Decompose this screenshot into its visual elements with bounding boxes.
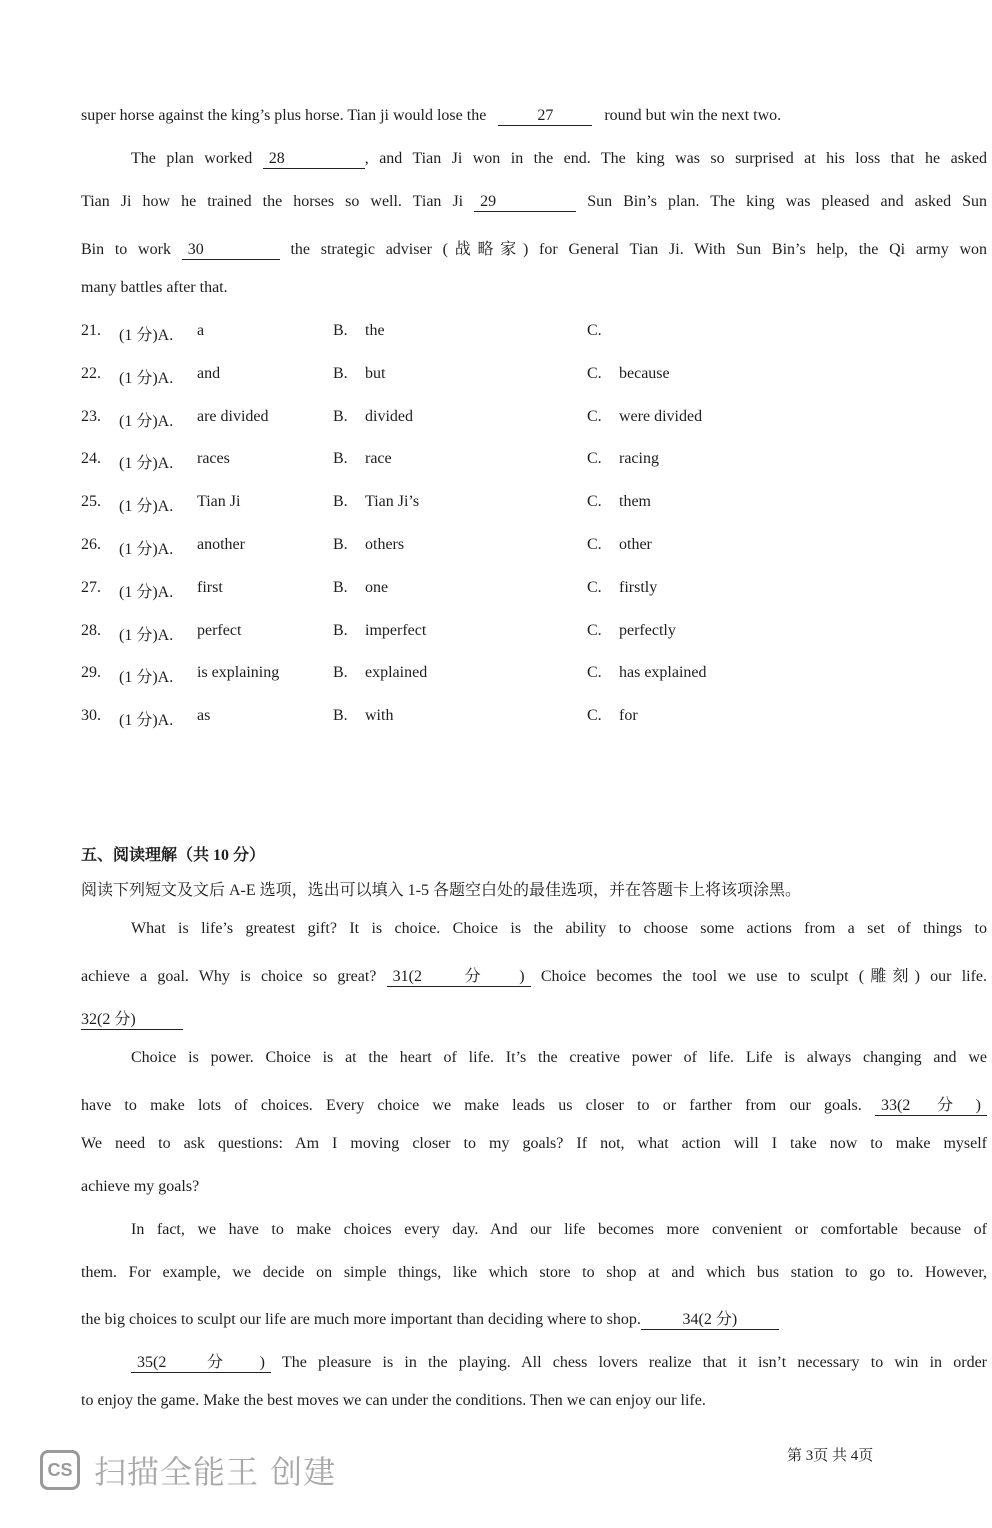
option-c: them [619, 493, 651, 510]
p4-line-1 [131, 1349, 987, 1373]
option-c: because [619, 365, 670, 382]
passage-line-1 [81, 107, 781, 126]
question-number: 25. [81, 493, 101, 510]
option-a: a [197, 322, 205, 339]
question-score: (1 分)A. [119, 712, 174, 729]
question-number: 27. [81, 579, 101, 596]
camscanner-logo-icon: CS [40, 1450, 80, 1490]
option-c-label: C. [587, 493, 602, 510]
text: the strategic adviser (战略家) for General Tian Ji. With Sun Bin’s help, the Qi army won [290, 241, 987, 258]
option-b-label: B. [333, 536, 348, 553]
p3-line-1: In fact, we have to make choices every day. And our life becomes more convenient or comfortable because of [131, 1221, 987, 1238]
option-c: racing [619, 450, 659, 467]
question-score: (1 分)A. [119, 669, 174, 686]
option-b: explained [365, 664, 428, 681]
blank-30: 30 [182, 241, 280, 260]
passage-line-4 [81, 236, 987, 260]
option-b: Tian Ji’s [365, 493, 420, 510]
option-b-label: B. [333, 664, 348, 681]
blank-29: 29 [474, 193, 576, 212]
blank-34: 34(2 分) [641, 1306, 779, 1330]
blank-27: 27 [498, 107, 592, 126]
p3-line-3 [81, 1306, 779, 1330]
option-c-label: C. [587, 707, 602, 724]
option-b-label: B. [333, 322, 348, 339]
question-number: 21. [81, 322, 101, 339]
option-c: has explained [619, 664, 707, 681]
text: round but win the next two. [604, 107, 782, 124]
text: , and Tian Ji won in the end. The king was so surprised at his loss that he asked [364, 150, 988, 167]
question-score: (1 分)A. [119, 455, 174, 472]
text: The pleasure is in the playing. All chess lovers realize that it isn’t necessary to win in order [281, 1354, 988, 1371]
text: Sun Bin’s plan. The king was pleased and asked Sun [587, 193, 988, 210]
option-c: were divided [619, 408, 703, 425]
option-a: another [197, 536, 245, 553]
option-c-label: C. [587, 622, 602, 639]
option-a: are divided [197, 408, 269, 425]
option-b: the [365, 322, 385, 339]
option-b-label: B. [333, 450, 348, 467]
p2-line-2 [81, 1092, 987, 1116]
question-number: 29. [81, 664, 101, 681]
p2-line-1: Choice is power. Choice is at the heart of life. It’s the creative power of life. Life is always changing and we [131, 1049, 987, 1066]
question-score: (1 分)A. [119, 370, 174, 387]
text: Tian Ji how he trained the horses so well. Tian Ji [81, 193, 464, 210]
option-b: one [365, 579, 389, 596]
option-b-label: B. [333, 622, 348, 639]
question-score: (1 分)A. [119, 627, 174, 644]
option-a: first [197, 579, 223, 596]
blank-35: 35(2 分) [131, 1349, 271, 1373]
p4-line-2: to enjoy the game. Make the best moves we can under the conditions. Then we can enjoy our life. [81, 1392, 706, 1409]
question-number: 22. [81, 365, 101, 382]
option-c-label: C. [587, 536, 602, 553]
question-score: (1 分)A. [119, 413, 174, 430]
question-score: (1 分)A. [119, 541, 174, 558]
option-b: but [365, 365, 386, 382]
question-number: 26. [81, 536, 101, 553]
question-number: 23. [81, 408, 101, 425]
option-c-label: C. [587, 450, 602, 467]
text: The plan worked [131, 150, 253, 167]
option-c: for [619, 707, 638, 724]
question-number: 30. [81, 707, 101, 724]
blank-31: 31(2 分) [387, 963, 531, 987]
option-c-label: C. [587, 408, 602, 425]
option-b: with [365, 707, 394, 724]
question-number: 24. [81, 450, 101, 467]
blank-28: 28 [263, 150, 365, 169]
text: super horse against the king’s plus horse. Tian ji would lose the [81, 107, 487, 124]
option-a: and [197, 365, 221, 382]
option-a: as [197, 707, 211, 724]
option-a: Tian Ji [197, 493, 241, 510]
option-c-label: C. [587, 365, 602, 382]
p2-line-3: We need to ask questions: Am I moving closer to my goals? If not, what action will I take now to make myself [81, 1135, 987, 1152]
option-c: perfectly [619, 622, 676, 639]
question-score: (1 分)A. [119, 498, 174, 515]
question-number: 28. [81, 622, 101, 639]
question-score: (1 分)A. [119, 327, 174, 344]
option-b: race [365, 450, 392, 467]
text: achieve a goal. Why is choice so great? [81, 968, 377, 985]
option-c-label: C. [587, 664, 602, 681]
p1-line-2 [81, 963, 987, 987]
p1-line-1: What is life’s greatest gift? It is choice. Choice is the ability to choose some actions from a set of things to [131, 920, 987, 937]
passage-line-5: many battles after that. [81, 279, 228, 296]
option-b-label: B. [333, 408, 348, 425]
option-b-label: B. [333, 493, 348, 510]
passage-line-3 [81, 193, 987, 212]
option-a: races [197, 450, 230, 467]
section-heading: 五、阅读理解（共 10 分） [81, 847, 266, 864]
scanner-watermark [40, 1447, 336, 1493]
watermark-text: 扫描全能王 创建 [94, 1453, 337, 1491]
option-a: perfect [197, 622, 242, 639]
option-b-label: B. [333, 365, 348, 382]
section-instruction: 阅读下列短文及文后 A-E 选项，选出可以填入 1-5 各题空白处的最佳选项，并在答题卡上将该项涂黑。 [81, 882, 801, 899]
option-b: others [365, 536, 405, 553]
passage-line-2 [131, 150, 987, 169]
option-c: other [619, 536, 652, 553]
p1-line-3 [81, 1006, 183, 1030]
text: Bin to work [81, 241, 171, 258]
option-c-label: C. [587, 322, 602, 339]
text: the big choices to sculpt our life are much more important than deciding where to shop. [81, 1311, 641, 1328]
option-a: is explaining [197, 664, 280, 681]
option-c-label: C. [587, 579, 602, 596]
blank-32: 32(2 分) [81, 1006, 183, 1030]
p3-line-2: them. For example, we decide on simple things, like which store to shop at and which bus station to go to. However, [81, 1264, 987, 1281]
text: Choice becomes the tool we use to sculpt (雕刻) our life. [540, 968, 988, 985]
option-b-label: B. [333, 579, 348, 596]
option-c: firstly [619, 579, 658, 596]
blank-33: 33(2 分) [875, 1092, 987, 1116]
option-b-label: B. [333, 707, 348, 724]
question-score: (1 分)A. [119, 584, 174, 601]
page-number: 第 3页 共 4页 [787, 1448, 874, 1464]
option-b: divided [365, 408, 413, 425]
p2-line-4: achieve my goals? [81, 1178, 200, 1195]
text: have to make lots of choices. Every choice we make leads us closer to or farther from our goals. [81, 1097, 862, 1114]
option-b: imperfect [365, 622, 427, 639]
